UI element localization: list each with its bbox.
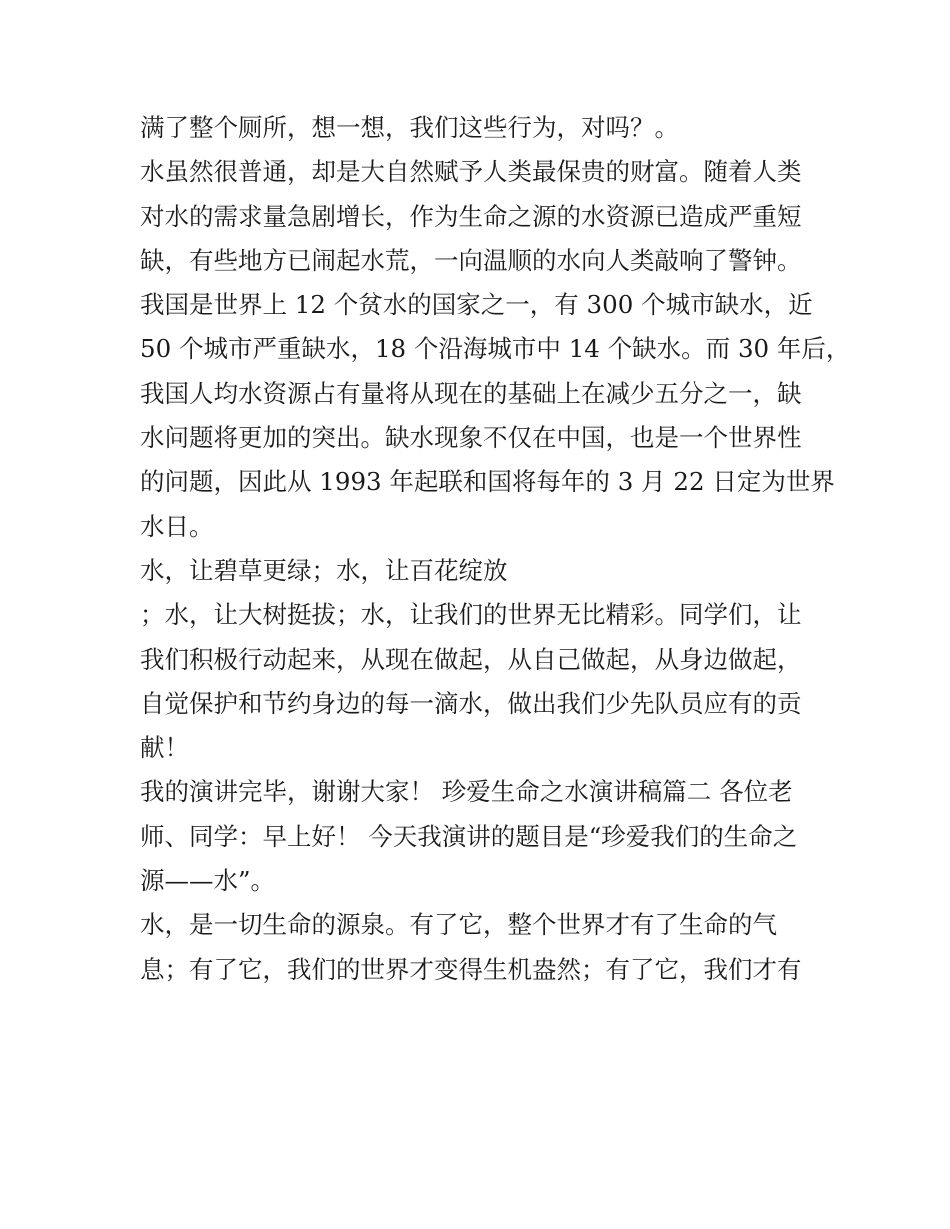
- text-line: 我的演讲完毕，谢谢大家！ 珍爱生命之水演讲稿篇二 各位老: [140, 777, 793, 807]
- text-line: 源——水”。: [140, 866, 276, 896]
- text-line: 对水的需求量急剧增长，作为生命之源的水资源已造成严重短: [140, 201, 802, 231]
- text-line: 水日。: [140, 511, 214, 541]
- text-line: 满了整个厕所，想一想，我们这些行为，对吗？。: [140, 113, 679, 142]
- text-line: 50 个城市严重缺水，18 个沿海城市中 14 个缺水。而 30 年后，: [140, 334, 851, 364]
- text-line: ；水，让大树挺拔；水，让我们的世界无比精彩。同学们，让: [140, 600, 802, 630]
- text-line: 水，让碧草更绿；水，让百花绽放: [140, 555, 508, 585]
- text-line: 水，是一切生命的源泉。有了它，整个世界才有了生命的气: [140, 910, 777, 940]
- text-line: 我国是世界上 12 个贫水的国家之一，有 300 个城市缺水，近: [140, 290, 813, 320]
- text-line: 献！: [140, 733, 189, 763]
- document-body: [140, 106, 851, 992]
- text-line: 息；有了它，我们的世界才变得生机盎然；有了它，我们才有: [140, 954, 802, 984]
- text-line: 水问题将更加的突出。缺水现象不仅在中国，也是一个世界性: [140, 423, 802, 453]
- text-line: 师、同学：早上好！ 今天我演讲的题目是“珍爱我们的生命之: [140, 821, 798, 851]
- text-line: 缺，有些地方已闹起水荒，一向温顺的水向人类敲响了警钟。: [140, 245, 802, 275]
- text-line: 我们积极行动起来，从现在做起，从自己做起，从身边做起，: [140, 644, 802, 674]
- text-line: 水虽然很普通，却是大自然赋予人类最保贵的财富。随着人类: [140, 157, 802, 187]
- text-line: 我国人均水资源占有量将从现在的基础上在减少五分之一，缺: [140, 378, 802, 408]
- text-line: 自觉保护和节约身边的每一滴水，做出我们少先队员应有的贡: [140, 688, 802, 718]
- text-line: 的问题，因此从 1993 年起联和国将每年的 3 月 22 日定为世界: [140, 467, 835, 497]
